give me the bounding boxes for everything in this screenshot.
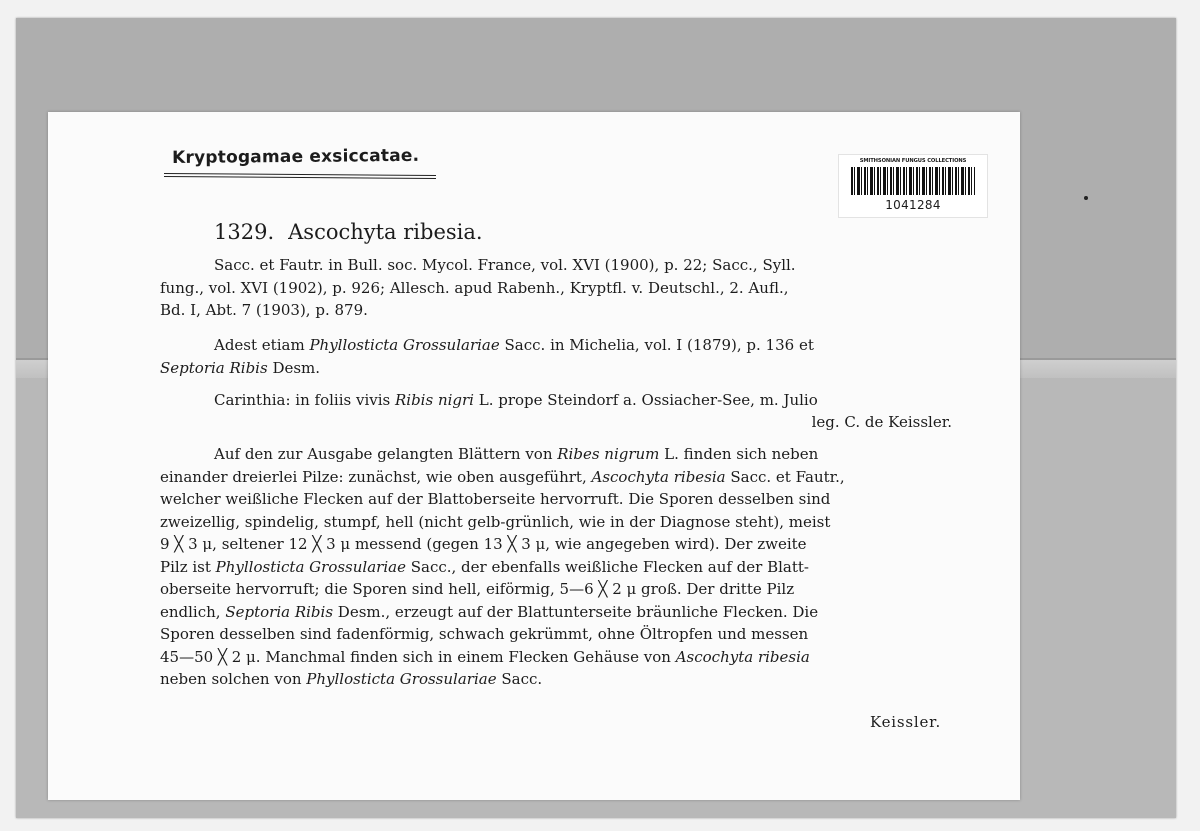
- adest-line-1: [160, 334, 980, 357]
- description-text: neben solchen von: [160, 670, 307, 688]
- description-taxon: Ascochyta ribesia: [591, 467, 726, 486]
- series-underline: [164, 173, 436, 179]
- adest-taxon: Septoria Ribis: [160, 358, 268, 377]
- barcode-sticker: [838, 154, 988, 218]
- description-taxon: Ascochyta ribesia: [675, 647, 810, 666]
- exsiccata-number: 1329.: [214, 220, 275, 244]
- locality-text: L. prope Steindorf a. Ossiacher-See, m. Julio: [473, 391, 818, 409]
- barcode-icon: [851, 167, 975, 195]
- adest-taxon: Phyllosticta Grossulariae: [309, 336, 500, 354]
- description-line: [160, 556, 980, 579]
- reference-line: Sacc. et Fautr. in Bull. soc. Mycol. France, vol. XVI (1900), p. 22; Sacc., Syll.: [214, 256, 796, 274]
- locality-line: [160, 389, 980, 412]
- description-taxon: Septoria Ribis: [225, 602, 334, 621]
- description-text: 45—50 ╳ 2 μ. Manchmal finden sich in einem Flecken Gehäuse von: [160, 647, 676, 666]
- reference-line: Bd. I, Abt. 7 (1903), p. 879.: [160, 301, 368, 319]
- reference-line: fung., vol. XVI (1902), p. 926; Allesch. apud Rabenh., Kryptfl. v. Deutschl., 2. Aufl.,: [160, 278, 789, 297]
- description-text: Desm., erzeugt auf der Blattunterseite bräunliche Flecken. Die: [333, 602, 819, 621]
- description-text: Sacc.: [496, 670, 543, 688]
- description-line: oberseite hervorruft; die Sporen sind hell, eiförmig, 5—6 ╳ 2 μ groß. Der dritte Pilz: [160, 580, 795, 598]
- adest-line-2: [160, 357, 980, 380]
- description-taxon: Phyllosticta Grossulariae: [306, 670, 497, 688]
- author-signature: Keissler.: [870, 713, 942, 731]
- description-line: zweizellig, spindelig, stumpf, hell (nicht gelb-grünlich, wie in der Diagnose steht), meist: [160, 512, 831, 531]
- description-text: Pilz ist: [160, 557, 216, 576]
- description: [160, 443, 980, 691]
- description-line: Sporen desselben sind fadenförmig, schwach gekrümmt, ohne Öltropfen und messen: [160, 625, 809, 643]
- description-text: einander dreierlei Pilze: zunächst, wie oben ausgeführt,: [160, 467, 592, 486]
- description-line: [160, 466, 980, 489]
- host-taxon: Ribis nigri: [394, 391, 474, 409]
- adest-note: [160, 334, 980, 379]
- description-taxon: Ribes nigrum: [557, 445, 660, 463]
- description-taxon: Phyllosticta Grossulariae: [215, 557, 406, 576]
- taxon-heading: [214, 220, 483, 244]
- description-line: [160, 668, 980, 691]
- collector: leg. C. de Keissler.: [811, 413, 952, 431]
- specimen-label: [48, 112, 1020, 800]
- description-text: Sacc. et Fautr.,: [725, 467, 845, 486]
- series-title: Kryptogamae exsiccatae.: [172, 145, 420, 168]
- description-text: endlich,: [160, 602, 226, 621]
- description-text: Auf den zur Ausgabe gelangten Blättern von: [214, 445, 558, 463]
- description-line: 9 ╳ 3 μ, seltener 12 ╳ 3 μ messend (gegen 13 ╳ 3 μ, wie angegeben wird). Der zweite: [160, 535, 807, 553]
- description-text: L. finden sich neben: [659, 445, 819, 463]
- dust-speck: [1084, 196, 1088, 200]
- locality-text: Carinthia: in foliis vivis: [214, 391, 395, 409]
- references: [160, 254, 980, 322]
- description-line: [160, 443, 980, 466]
- adest-text: Sacc. in Michelia, vol. I (1879), p. 136 et: [499, 336, 814, 354]
- locality: [160, 389, 980, 412]
- adest-text: Adest etiam: [214, 336, 310, 354]
- barcode-institution: SMITHSONIAN FUNGUS COLLECTIONS: [859, 158, 967, 164]
- adest-text: Desm.: [267, 358, 321, 377]
- description-line: [160, 601, 980, 624]
- barcode-number: 1041284: [885, 198, 941, 212]
- description-line: [160, 646, 980, 669]
- description-line: welcher weißliche Flecken auf der Blattoberseite hervorruft. Die Sporen desselben sind: [160, 490, 831, 508]
- taxon-name: Ascochyta ribesia.: [288, 220, 483, 244]
- description-text: Sacc., der ebenfalls weißliche Flecken auf der Blatt-: [405, 557, 809, 576]
